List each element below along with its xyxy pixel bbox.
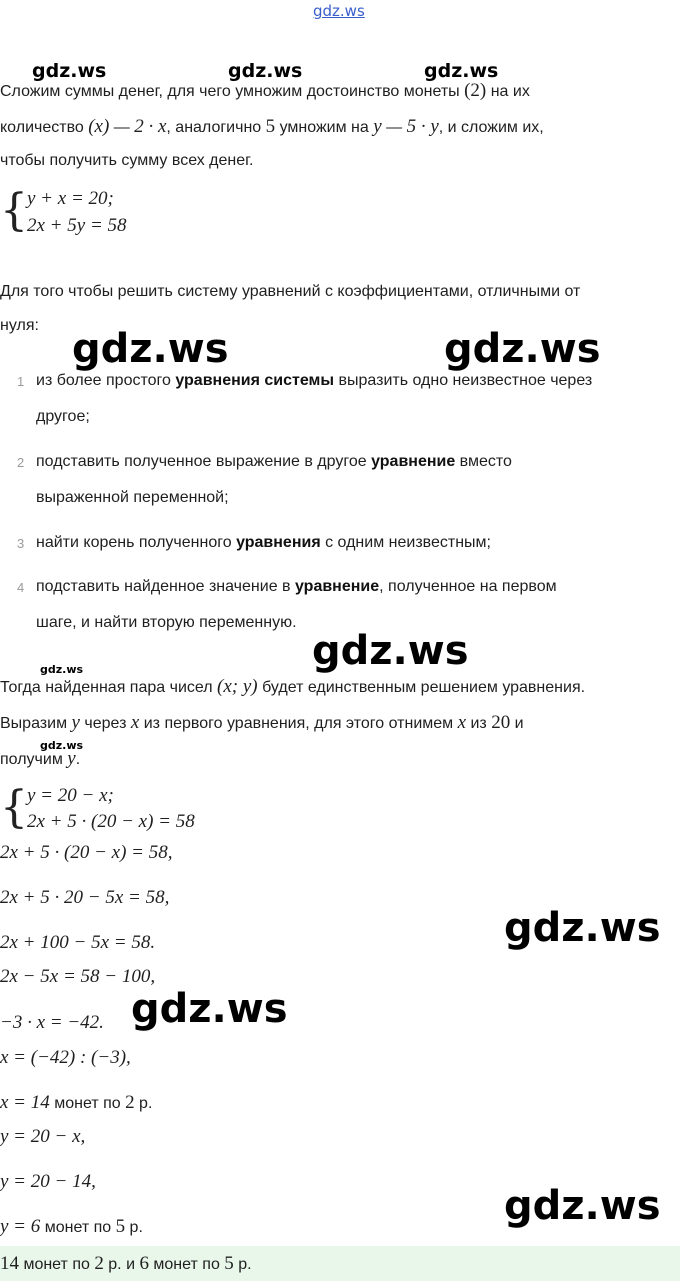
system2-eq2: 2x + 5 · (20 − x) = 58 (27, 811, 195, 832)
step-1-line-1: из более простого уравнения системы выразить одно неизвестное через (36, 372, 593, 389)
conclusion-line-3: получим y. (0, 748, 81, 769)
watermark: gdz.ws (32, 60, 107, 82)
watermark: gdz.ws (504, 905, 661, 951)
solution-line: 2x − 5x = 58 − 100, (0, 966, 156, 987)
solution-line: −3 · x = −42. (0, 1012, 104, 1033)
intro-line-2: количество (x) — 2 · x, аналогично 5 умножим на y — 5 · y, и сложим их, (0, 116, 544, 137)
system1-eq2: 2x + 5y = 58 (27, 215, 127, 236)
solution-line: x = 14 монет по 2 р. (0, 1092, 153, 1113)
watermark: gdz.ws (131, 986, 288, 1032)
intro-line-1: Сложим суммы денег, для чего умножим достоинство монеты (2) на их (0, 80, 530, 101)
watermark: gdz.ws (228, 60, 303, 82)
step-number: 1 (17, 374, 25, 389)
brace-1: { (0, 185, 28, 236)
step-number: 3 (17, 536, 25, 551)
watermark: gdz.ws (424, 60, 499, 82)
solution-line: 2x + 5 · (20 − x) = 58, (0, 842, 173, 863)
answer-text: 14 монет по 2 р. и 6 монет по 5 р. (0, 1253, 252, 1274)
step-number: 4 (17, 580, 25, 595)
step-number: 2 (17, 455, 25, 470)
solution-line: y = 20 − 14, (0, 1171, 96, 1192)
solution-line: 2x + 100 − 5x = 58. (0, 932, 156, 953)
system1-eq1: y + x = 20; (27, 188, 114, 209)
intro-line-3: чтобы получить сумму всех денег. (0, 152, 254, 169)
method-line-1: Для того чтобы решить систему уравнений с коэффициентами, отличными от (0, 283, 581, 300)
system2-eq1: y = 20 − x; (27, 785, 114, 806)
watermark: gdz.ws (40, 663, 84, 676)
conclusion-line-1: Тогда найденная пара чисел (x; y) будет единственным решением уравнения. (0, 676, 586, 697)
solution-line: y = 20 − x, (0, 1126, 86, 1147)
solution-line: y = 6 монет по 5 р. (0, 1216, 143, 1237)
watermark: gdz.ws (504, 1183, 661, 1229)
solution-line: 2x + 5 · 20 − 5x = 58, (0, 887, 170, 908)
step-4-line-2: шаге, и найти вторую переменную. (36, 614, 297, 631)
watermark: gdz.ws (40, 739, 84, 752)
top-watermark[interactable]: gdz.ws (313, 2, 365, 20)
step-2-line-1: подставить полученное выражение в другое уравнение вместо (36, 453, 512, 470)
method-line-2: нуля: (0, 317, 39, 334)
conclusion-line-2: Выразим y через x из первого уравнения, для этого отнимем x из 20 и (0, 712, 524, 733)
step-4-line-1: подставить найденное значение в уравнение, полученное на первом (36, 578, 557, 595)
step-3-line-1: найти корень полученного уравнения с одним неизвестным; (36, 534, 491, 551)
solution-line: x = (−42) : (−3), (0, 1047, 131, 1068)
watermark: gdz.ws (72, 326, 229, 372)
watermark: gdz.ws (444, 326, 601, 372)
step-1-line-2: другое; (36, 408, 90, 425)
answer-box (0, 1246, 680, 1281)
watermark: gdz.ws (312, 628, 469, 674)
brace-2: { (0, 782, 28, 833)
step-2-line-2: выраженной переменной; (36, 489, 229, 506)
